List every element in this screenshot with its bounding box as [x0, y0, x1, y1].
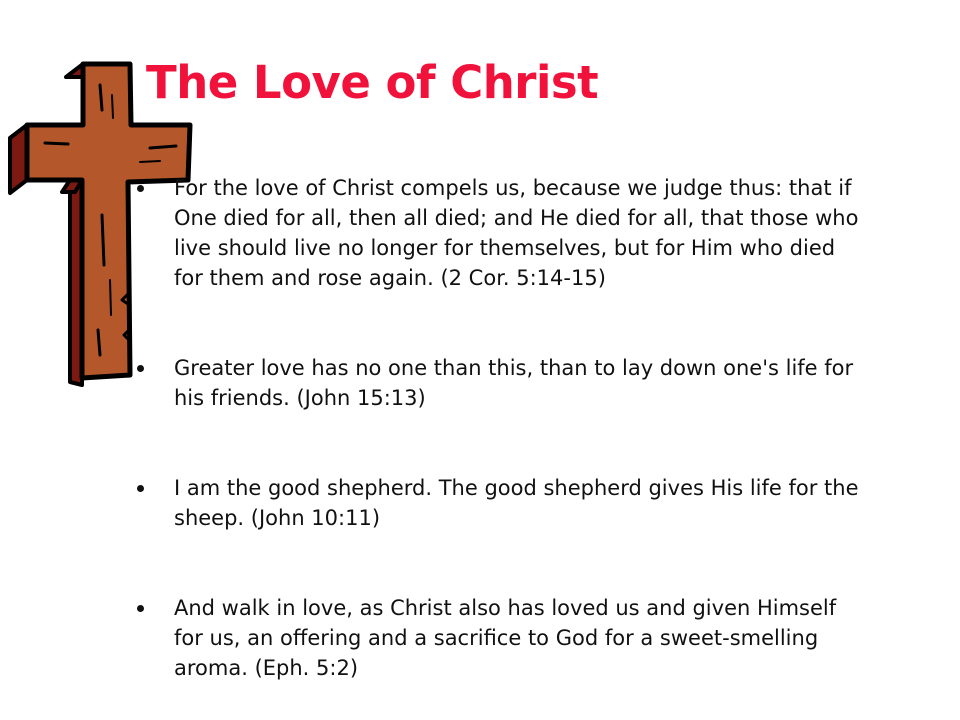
bullet-dot-icon [137, 485, 144, 492]
verse-list [126, 173, 868, 683]
verse-text: Greater love has no one than this, than to lay down one's life for his friends. (John 15:13) [174, 356, 854, 410]
bullet-dot-icon [137, 365, 144, 372]
slide-title: The Love of Christ [146, 56, 599, 109]
verse-text: For the love of Christ compels us, because we judge thus: that if One died for all, then all died; and He died for all, that those who live should live no longer for themselves, but for Him who died for them and rose again. (2 Cor. 5:14-15) [174, 176, 859, 290]
list-item [126, 173, 868, 293]
list-item [126, 353, 868, 413]
verse-text: And walk in love, as Christ also has loved us and given Himself for us, an offering and a sacrifice to God for a sweet-smelling aroma. (Eph. 5:2) [174, 596, 837, 680]
bullet-dot-icon [137, 185, 144, 192]
list-item [126, 473, 868, 533]
list-item [126, 593, 868, 683]
verse-text: I am the good shepherd. The good shepherd gives His life for the sheep. (John 10:11) [174, 476, 859, 530]
bullet-dot-icon [137, 605, 144, 612]
